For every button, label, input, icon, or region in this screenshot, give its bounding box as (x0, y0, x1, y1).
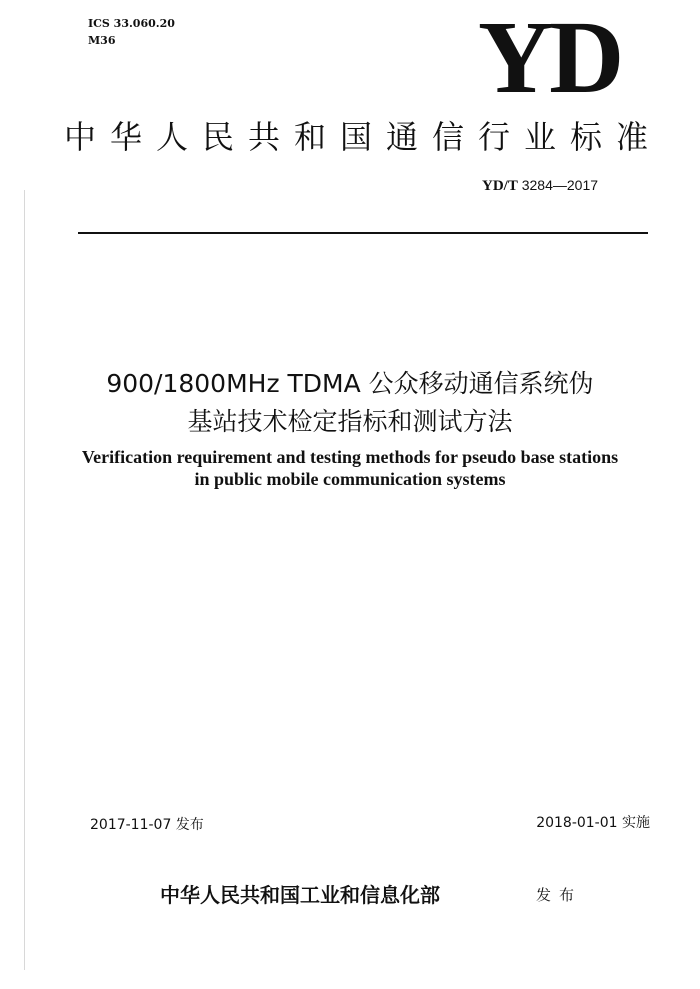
implementation-date: 2018-01-01 实施 (536, 815, 650, 831)
issuer-action: 发布 (536, 886, 583, 904)
standard-number (482, 176, 598, 195)
standard-prefix: YD/T (482, 178, 518, 194)
issuing-authority: 中华人民共和国工业和信息化部 (160, 883, 440, 907)
standard-number-value: 3284—2017 (521, 177, 599, 193)
chinese-title-line-1: 900/1800MHz TDMA 公众移动通信系统伪 (106, 369, 594, 398)
standard-category-title: 中华人民共和国通信行业标准 (64, 118, 663, 156)
chinese-title-line-2: 基站技术检定指标和测试方法 (187, 407, 513, 436)
ccs-code: M36 (88, 34, 116, 47)
issue-date: 2017-11-07 发布 (90, 817, 204, 833)
english-title (0, 446, 700, 490)
english-title-line-2: in public mobile communication systems (194, 469, 506, 489)
ics-code: ICS 33.060.20 (88, 17, 175, 30)
header-divider (78, 232, 648, 234)
classification-codes (88, 15, 175, 49)
english-title-line-1: Verification requirement and testing methods for pseudo base stations (81, 447, 619, 467)
scan-edge-line (24, 190, 25, 970)
yd-logo: YD (478, 0, 621, 115)
chinese-title (0, 365, 700, 441)
